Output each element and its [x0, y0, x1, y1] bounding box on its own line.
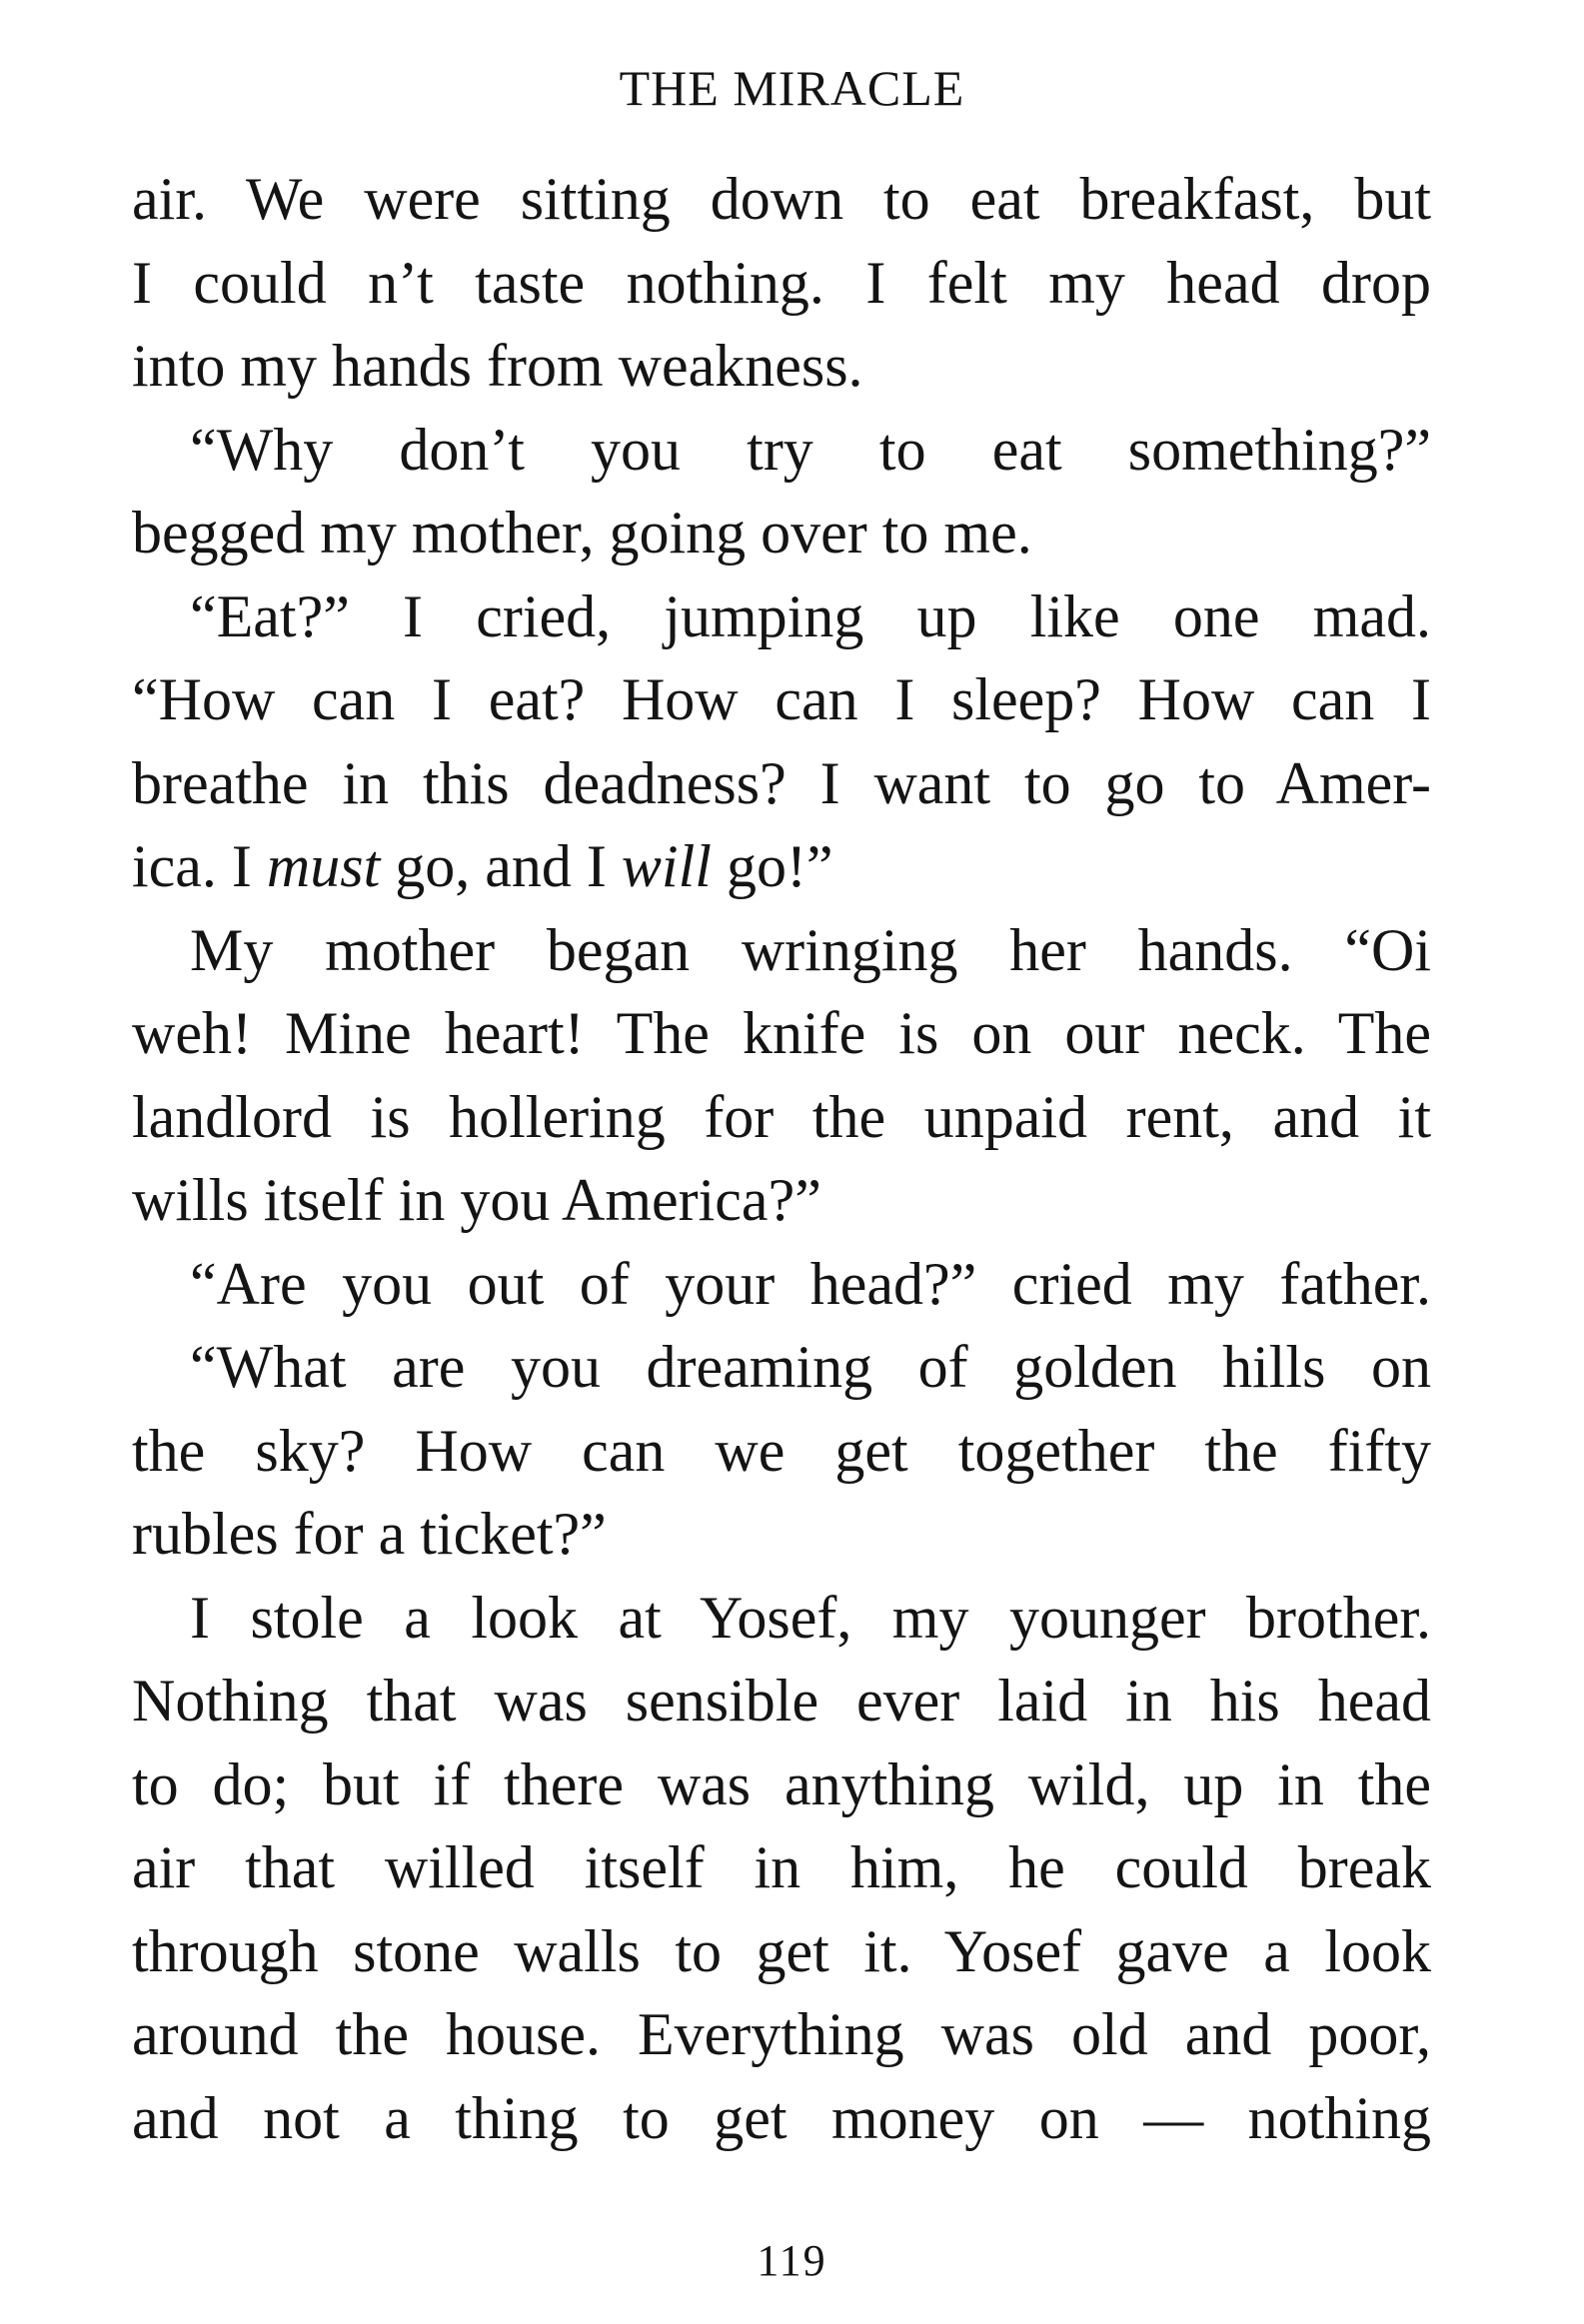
text-line: breathe in this deadness? I want to go to Amer- [132, 749, 1431, 816]
text-run: go, and I [380, 833, 622, 899]
text-line: wills itself in you America?” [132, 1167, 821, 1233]
page-number: 119 [757, 2236, 827, 2285]
text-line: I could n’t taste nothing. I felt my head drop [132, 249, 1431, 316]
text-line: begged my mother, going over to me. [132, 500, 1032, 566]
text-line: My mother began wringing her hands. “Oi [190, 916, 1431, 983]
italic-word: will [621, 833, 712, 899]
text-line: and not a thing to get money on — nothing [132, 2084, 1431, 2151]
text-line: into my hands from weakness. [132, 333, 863, 399]
text-line: “How can I eat? How can I sleep? How can I [132, 666, 1431, 732]
text-line: the sky? How can we get together the fifty [132, 1417, 1431, 1484]
text-run: ica. I [132, 833, 267, 899]
body-text [132, 158, 1431, 2160]
text-line: rubles for a ticket?” [132, 1501, 607, 1567]
text-line: around the house. Everything was old and poor, [132, 2001, 1431, 2067]
text-line: “Why don’t you try to eat something?” [190, 416, 1431, 483]
text-run: go!” [711, 833, 833, 899]
text-line: “Are you out of your head?” cried my father. [190, 1250, 1431, 1317]
running-head: THE MIRACLE [619, 60, 965, 116]
text-line: landlord is hollering for the unpaid rent, and it [132, 1083, 1431, 1150]
text-line [132, 825, 1431, 909]
text-line: air. We were sitting down to eat breakfast, but [132, 166, 1431, 232]
text-line: I stole a look at Yosef, my younger brother. [190, 1584, 1431, 1651]
text-line: through stone walls to get it. Yosef gave a look [132, 1917, 1431, 1984]
italic-word: must [266, 833, 381, 899]
text-line: air that willed itself in him, he could break [132, 1834, 1431, 1900]
text-line: “Eat?” I cried, jumping up like one mad. [190, 582, 1431, 649]
text-line: “What are you dreaming of golden hills on [190, 1334, 1431, 1400]
text-line: to do; but if there was anything wild, up in the [132, 1750, 1431, 1817]
text-line: Nothing that was sensible ever laid in his head [132, 1668, 1431, 1734]
text-line: weh! Mine heart! The knife is on our neck. The [132, 1000, 1431, 1066]
